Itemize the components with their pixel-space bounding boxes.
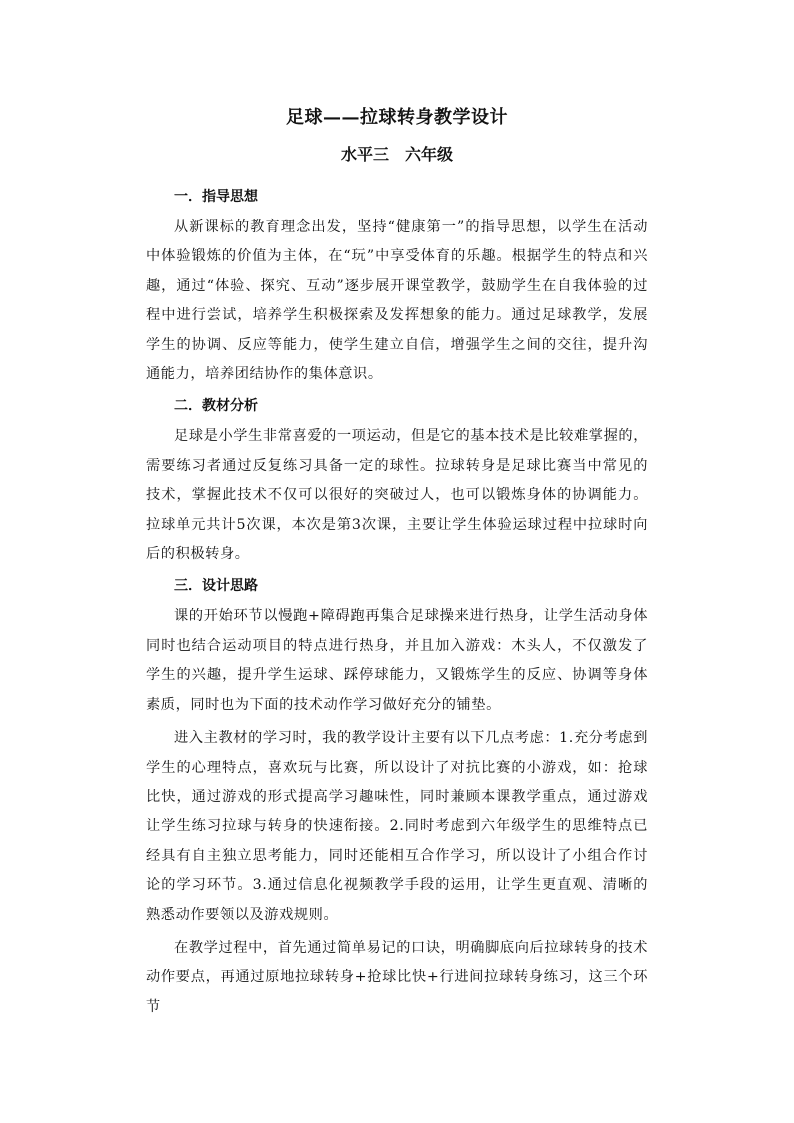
section-design-approach: [146, 571, 648, 1022]
section-paragraph: 从新课标的教育理念出发，坚持“健康第一”的指导思想，以学生在活动中体验锻炼的价值为主体，在“玩”中享受体育的乐趣。根据学生的特点和兴趣，通过“体验、探究、互动”逐步展开课堂教学，鼓励学生在自我体验的过程中进行尝试，培养学生积极探索及发挥想象的能力。通过足球教学，发展学生的协调、反应等能力，使学生建立自信，增强学生之间的交往，提升沟通能力，培养团结协作的集体意识。: [146, 219, 648, 383]
section-heading: 三．设计思路: [174, 578, 258, 595]
section-paragraph: 进入主教材的学习时，我的教学设计主要有以下几点考虑：1.充分考虑到学生的心理特点，喜欢玩与比赛，所以设计了对抗比赛的小游戏，如：抢球比快，通过游戏的形式提高学习趣味性，同时兼顾本课教学重点，通过游戏让学生练习拉球与转身的快速衔接。2.同时考虑到六年级学生的思维特点已经具有自主独立思考能力，同时还能相互合作学习，所以设计了小组合作讨论的学习环节。3.通过信息化视频教学手段的运用，让学生更直观、清晰的熟悉动作要领以及游戏规则。: [146, 730, 648, 923]
document-title: 足球——拉球转身教学设计: [286, 107, 508, 128]
section-heading: 二．教材分析: [174, 398, 258, 415]
section-heading: 一．指导思想: [174, 189, 258, 205]
section-material-analysis: [146, 391, 648, 569]
document-subtitle: 水平三 六年级: [340, 145, 453, 164]
section-paragraph: 课的开始环节以慢跑+障碍跑再集合足球操来进行热身，让学生活动身体同时也结合运动项目的特点进行热身，并且加入游戏：木头人，不仅激发了学生的兴趣，提升学生运球、踩停球能力，又锻炼学生的反应、协调等身体素质，同时也为下面的技术动作学习做好充分的铺垫。: [146, 608, 648, 713]
section-guiding-ideology: [146, 182, 648, 389]
section-paragraph: 在教学过程中，首先通过简单易记的口诀，明确脚底向后拉球转身的技术动作要点，再通过原地拉球转身+抢球比快+行进间拉球转身练习，这三个环节: [146, 939, 648, 1015]
section-paragraph: 足球是小学生非常喜爱的一项运动，但是它的基本技术是比较难掌握的，需要练习者通过反复练习具备一定的球性。拉球转身是足球比赛当中常见的技术，掌握此技术不仅可以很好的突破过人，也可以锻炼身体的协调能力。拉球单元共计5次课，本次是第3次课，主要让学生体验运球过程中拉球时向后的积极转身。: [146, 428, 648, 563]
